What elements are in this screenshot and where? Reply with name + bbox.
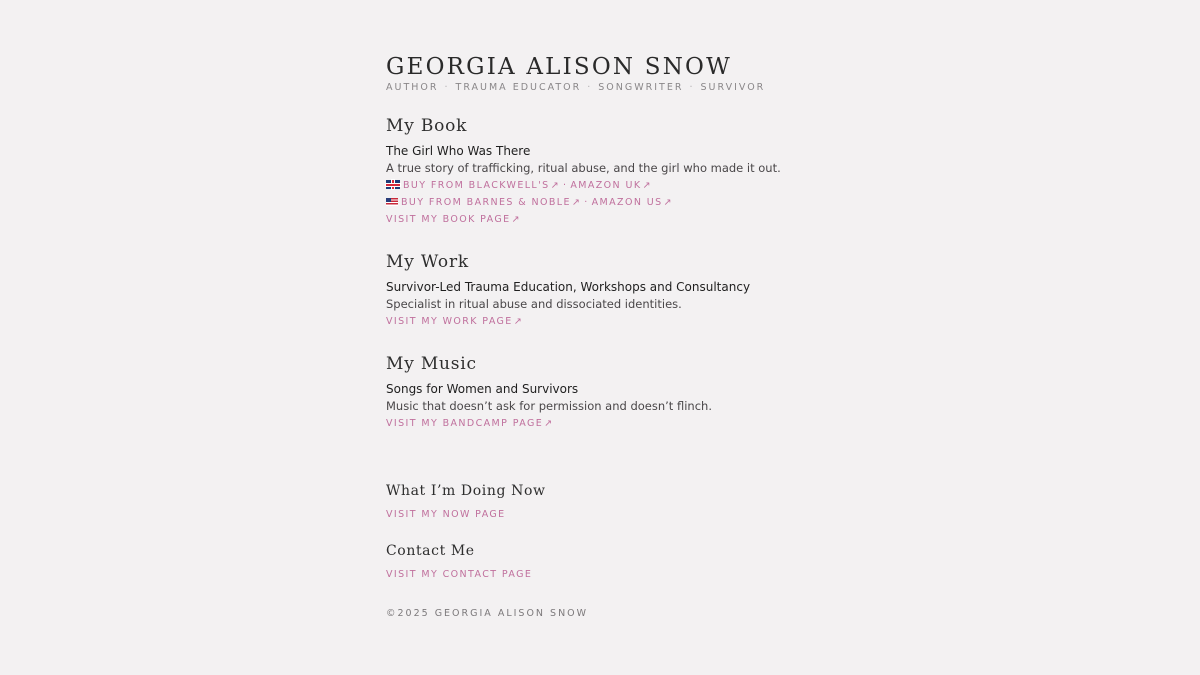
external-link-icon: ↗ <box>511 214 521 225</box>
now-page-link-row <box>386 509 506 520</box>
buy-blackwells-label: BUY FROM BLACKWELL'S <box>403 180 550 191</box>
link-separator: · <box>584 197 589 208</box>
uk-flag-icon <box>386 180 400 189</box>
visit-contact-page-link[interactable]: VISIT MY CONTACT PAGE <box>386 569 533 580</box>
amazon-uk-link[interactable] <box>570 180 651 191</box>
tagline-songwriter: SONGWRITER <box>598 82 684 93</box>
work-description: Specialist in ritual abuse and dissociated identities. <box>386 297 682 311</box>
music-description: Music that doesn’t ask for permission and doesn’t flinch. <box>386 399 712 413</box>
book-title: The Girl Who Was There <box>386 144 531 158</box>
site-title: GEORGIA ALISON SNOW <box>386 54 732 80</box>
external-link-icon: ↗ <box>550 180 560 191</box>
contact-page-link-row <box>386 569 532 580</box>
music-heading: My Music <box>386 354 477 374</box>
tagline-separator: · <box>689 82 695 93</box>
bandcamp-page-link-row <box>386 418 553 429</box>
amazon-us-link[interactable] <box>592 197 673 208</box>
us-flag-icon <box>386 198 398 206</box>
book-page-link-row <box>386 214 521 225</box>
now-heading: What I’m Doing Now <box>386 483 546 499</box>
external-link-icon: ↗ <box>571 197 582 208</box>
tagline-separator: · <box>587 82 593 93</box>
visit-bandcamp-page-label: VISIT MY BANDCAMP PAGE <box>386 418 544 429</box>
visit-bandcamp-page-link[interactable] <box>386 418 553 429</box>
visit-book-page-link[interactable] <box>386 214 521 225</box>
link-separator: · <box>562 180 568 191</box>
external-link-icon: ↗ <box>544 418 554 429</box>
work-subtitle: Survivor-Led Trauma Education, Workshops and Consultancy <box>386 280 751 294</box>
buy-barnes-noble-link[interactable] <box>401 197 581 208</box>
visit-work-page-link[interactable] <box>386 316 523 327</box>
contact-heading: Contact Me <box>386 543 475 559</box>
amazon-us-label: AMAZON US <box>591 197 663 208</box>
tagline <box>386 82 765 93</box>
music-subtitle: Songs for Women and Survivors <box>386 382 579 396</box>
external-link-icon: ↗ <box>663 197 673 208</box>
visit-book-page-label: VISIT MY BOOK PAGE <box>386 214 511 225</box>
external-link-icon: ↗ <box>513 316 524 327</box>
tagline-author: AUTHOR <box>386 82 439 93</box>
tagline-separator: · <box>444 82 450 93</box>
tagline-survivor: SURVIVOR <box>700 82 766 93</box>
work-page-link-row <box>386 316 523 327</box>
buy-blackwells-link[interactable] <box>403 180 560 191</box>
footer-copyright: ©2025 GEORGIA ALISON SNOW <box>386 608 589 619</box>
book-heading: My Book <box>386 116 468 136</box>
amazon-uk-label: AMAZON UK <box>570 180 642 191</box>
work-heading: My Work <box>386 252 469 272</box>
us-buy-links <box>386 197 673 208</box>
buy-barnes-noble-label: BUY FROM BARNES & NOBLE <box>401 197 571 208</box>
uk-buy-links <box>386 180 652 191</box>
book-description: A true story of trafficking, ritual abuse, and the girl who made it out. <box>386 161 781 175</box>
visit-work-page-label: VISIT MY WORK PAGE <box>386 316 513 327</box>
external-link-icon: ↗ <box>642 180 652 191</box>
visit-now-page-link[interactable]: VISIT MY NOW PAGE <box>386 509 506 520</box>
tagline-trauma-educator: TRAUMA EDUCATOR <box>455 82 582 93</box>
